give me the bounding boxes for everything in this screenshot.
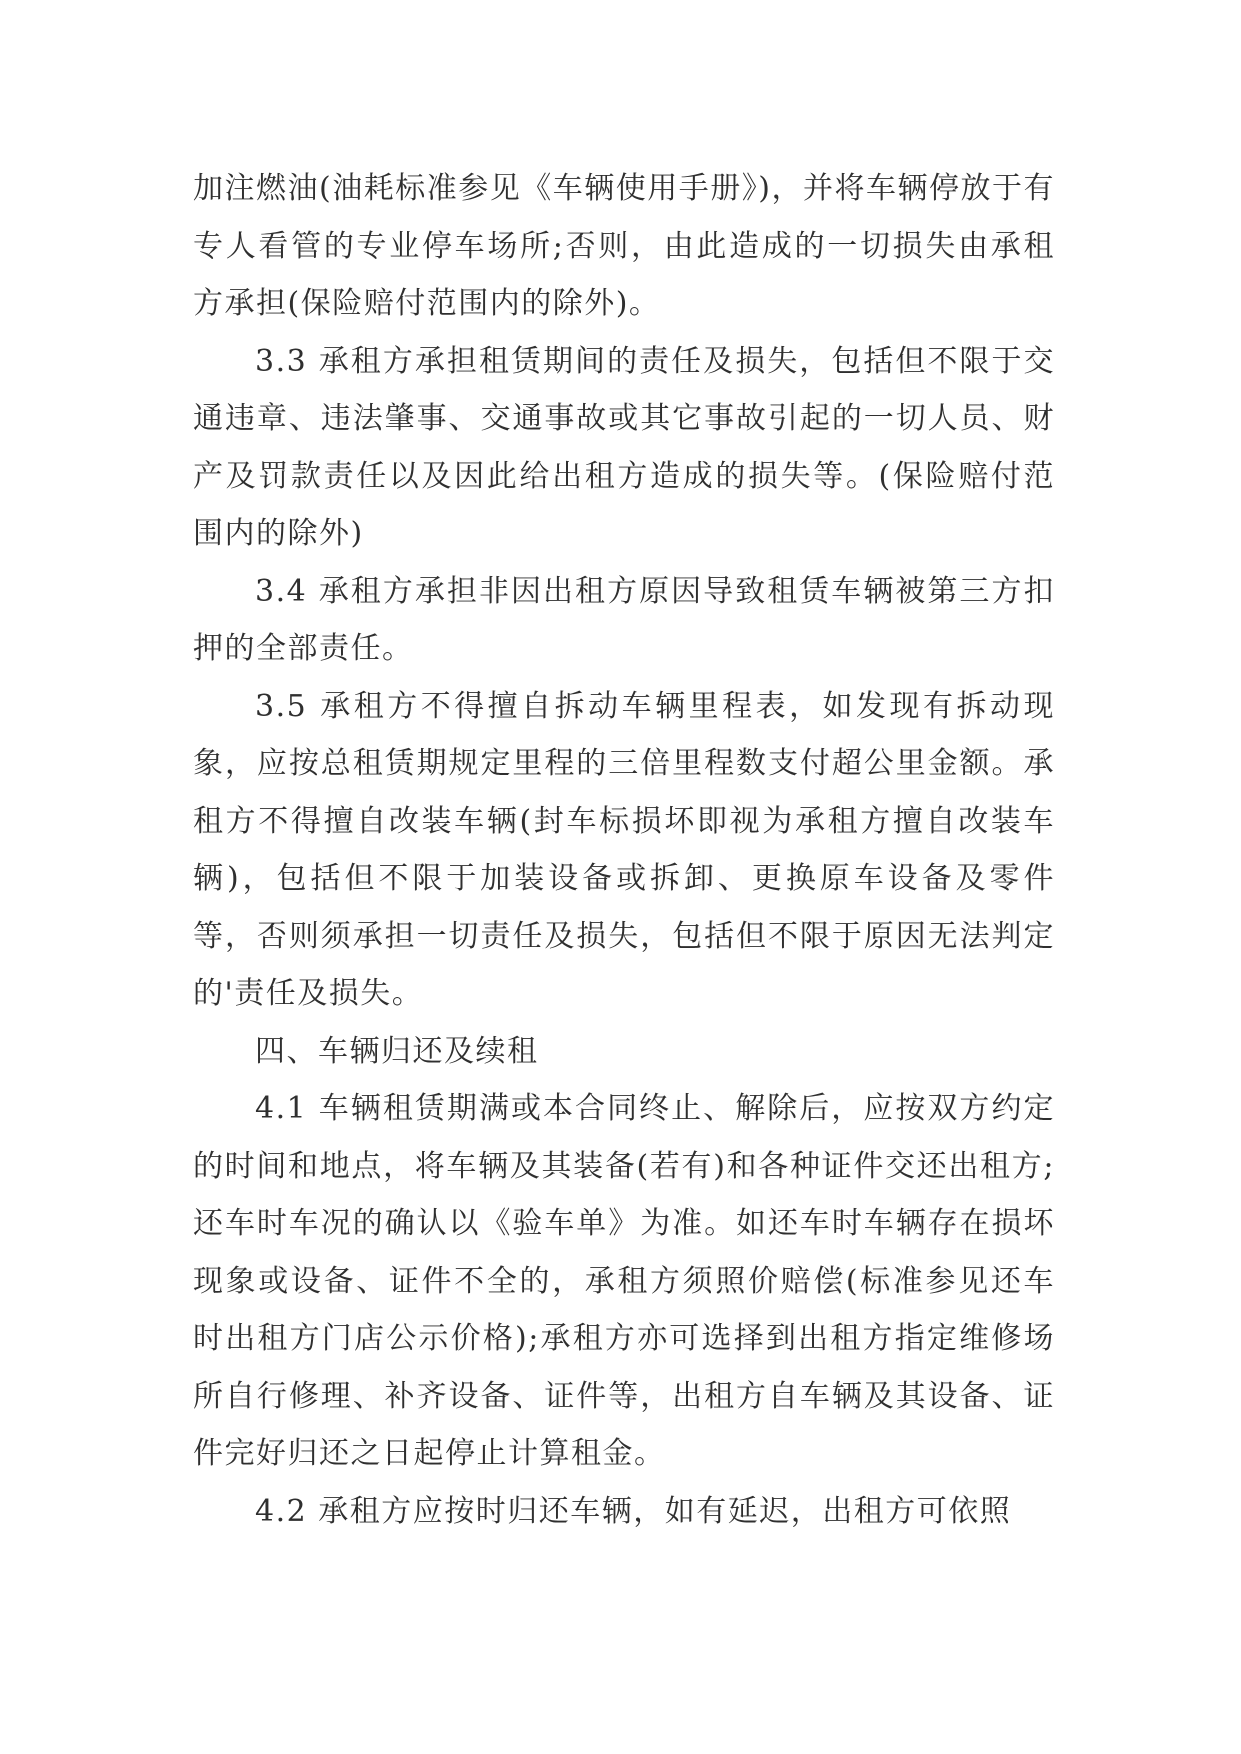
paragraph-3-5: 3.5 承租方不得擅自拆动车辆里程表，如发现有拆动现象，应按总租赁期规定里程的三倍里程数支付超公里金额。承租方不得擅自改装车辆(封车标损坏即视为承租方擅自改装车辆)，包括但不限于加装设备或拆卸、更换原车设备及零件等，否则须承担一切责任及损失，包括但不限于原因无法判定的'责任及损失。 bbox=[193, 688, 1055, 1011]
document-body bbox=[193, 160, 1055, 1540]
paragraph-4-1: 4.1 车辆租赁期满或本合同终止、解除后，应按双方约定的时间和地点，将车辆及其装备(若有)和各种证件交还出租方;还车时车况的确认以《验车单》为准。如还车时车辆存在损坏现象或设备、证件不全的，承租方须照价赔偿(标准参见还车时出租方门店公示价格);承租方亦可选择到出租方指定维修场所自行修理、补齐设备、证件等，出租方自车辆及其设备、证件完好归还之日起停止计算租金。 bbox=[193, 1091, 1055, 1471]
paragraph-3-2-continued: 加注燃油(油耗标准参见《车辆使用手册》)，并将车辆停放于有专人看管的专业停车场所;否则，由此造成的一切损失由承租方承担(保险赔付范围内的除外)。 bbox=[193, 171, 1055, 321]
paragraph-4-2: 4.2 承租方应按时归还车辆，如有延迟，出租方可依照 bbox=[255, 1493, 1012, 1529]
paragraph-3-4: 3.4 承租方承担非因出租方原因导致租赁车辆被第三方扣押的全部责任。 bbox=[193, 573, 1055, 666]
section-heading-4: 四、车辆归还及续租 bbox=[255, 1033, 539, 1069]
paragraph-3-3: 3.3 承租方承担租赁期间的责任及损失，包括但不限于交通违章、违法肇事、交通事故或其它事故引起的一切人员、财产及罚款责任以及因此给出租方造成的损失等。(保险赔付范围内的除外) bbox=[193, 343, 1055, 551]
